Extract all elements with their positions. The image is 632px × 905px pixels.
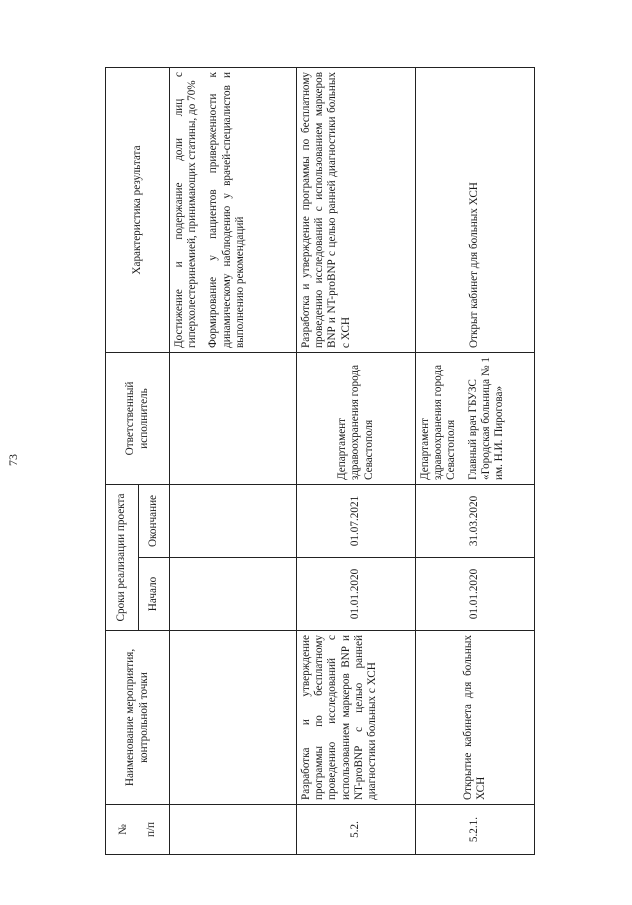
row-name: Открытие кабинета для больных ХСН bbox=[416, 631, 535, 805]
project-table bbox=[105, 67, 535, 855]
header-responsible: Ответственный исполнитель bbox=[106, 353, 170, 485]
table-row bbox=[416, 68, 535, 855]
row-result: Разработка и утверждение программы по бесплатному проведению исследований с использованием маркеров BNP и NT-proBNP с целью ранней диагностики больных с ХСН bbox=[297, 68, 416, 353]
row-responsible bbox=[170, 353, 297, 485]
result-paragraph: Достижение и подержание доли лиц с гиперхолестеринемией, принимающих статины, до 70% bbox=[173, 72, 199, 348]
page-number: 73 bbox=[6, 454, 20, 466]
row-end: 31.03.2020 bbox=[416, 485, 535, 558]
table-row bbox=[170, 68, 297, 855]
rotated-table-container bbox=[105, 68, 537, 855]
header-name: Наименование мероприятия, контрольной точки bbox=[106, 631, 170, 805]
header-start: Начало bbox=[139, 558, 170, 631]
responsible-paragraph: Главный врач ГБУЗС «Городская больница № 1 им. Н.И. Пирогова» bbox=[466, 357, 506, 480]
row-responsible: Департамент здравоохранения города Севастополя bbox=[297, 353, 416, 485]
table-row bbox=[297, 68, 416, 855]
header-num bbox=[106, 805, 170, 855]
row-num bbox=[170, 805, 297, 855]
row-start: 01.01.2020 bbox=[297, 558, 416, 631]
row-end: 01.07.2021 bbox=[297, 485, 416, 558]
row-num: 5.2. bbox=[297, 805, 416, 855]
row-num: 5.2.1. bbox=[416, 805, 535, 855]
row-start bbox=[170, 558, 297, 631]
table-header-row bbox=[106, 68, 139, 855]
header-result: Характеристика результата bbox=[106, 68, 170, 353]
header-end: Окончание bbox=[139, 485, 170, 558]
row-result bbox=[170, 68, 297, 353]
row-start: 01.01.2020 bbox=[416, 558, 535, 631]
row-name: Разработка и утверждение программы по бесплатному проведению исследований с использованием маркеров BNP и NT-proBNP с целью ранней диагностики больных с ХСН bbox=[297, 631, 416, 805]
row-responsible bbox=[416, 353, 535, 485]
header-num-line2: п/п bbox=[144, 821, 157, 838]
row-name bbox=[170, 631, 297, 805]
header-terms: Сроки реализации проекта bbox=[106, 485, 139, 631]
responsible-paragraph: Департамент здравоохранения города Севастополя bbox=[419, 364, 458, 480]
row-result: Открыт кабинет для больных ХСН bbox=[416, 68, 535, 353]
result-paragraph: Формирование у пациентов приверженности к динамическому наблюдению у врачей-специалистов и выполнению рекомендаций bbox=[207, 72, 246, 348]
row-end bbox=[170, 485, 297, 558]
header-num-line1: № bbox=[117, 824, 130, 835]
